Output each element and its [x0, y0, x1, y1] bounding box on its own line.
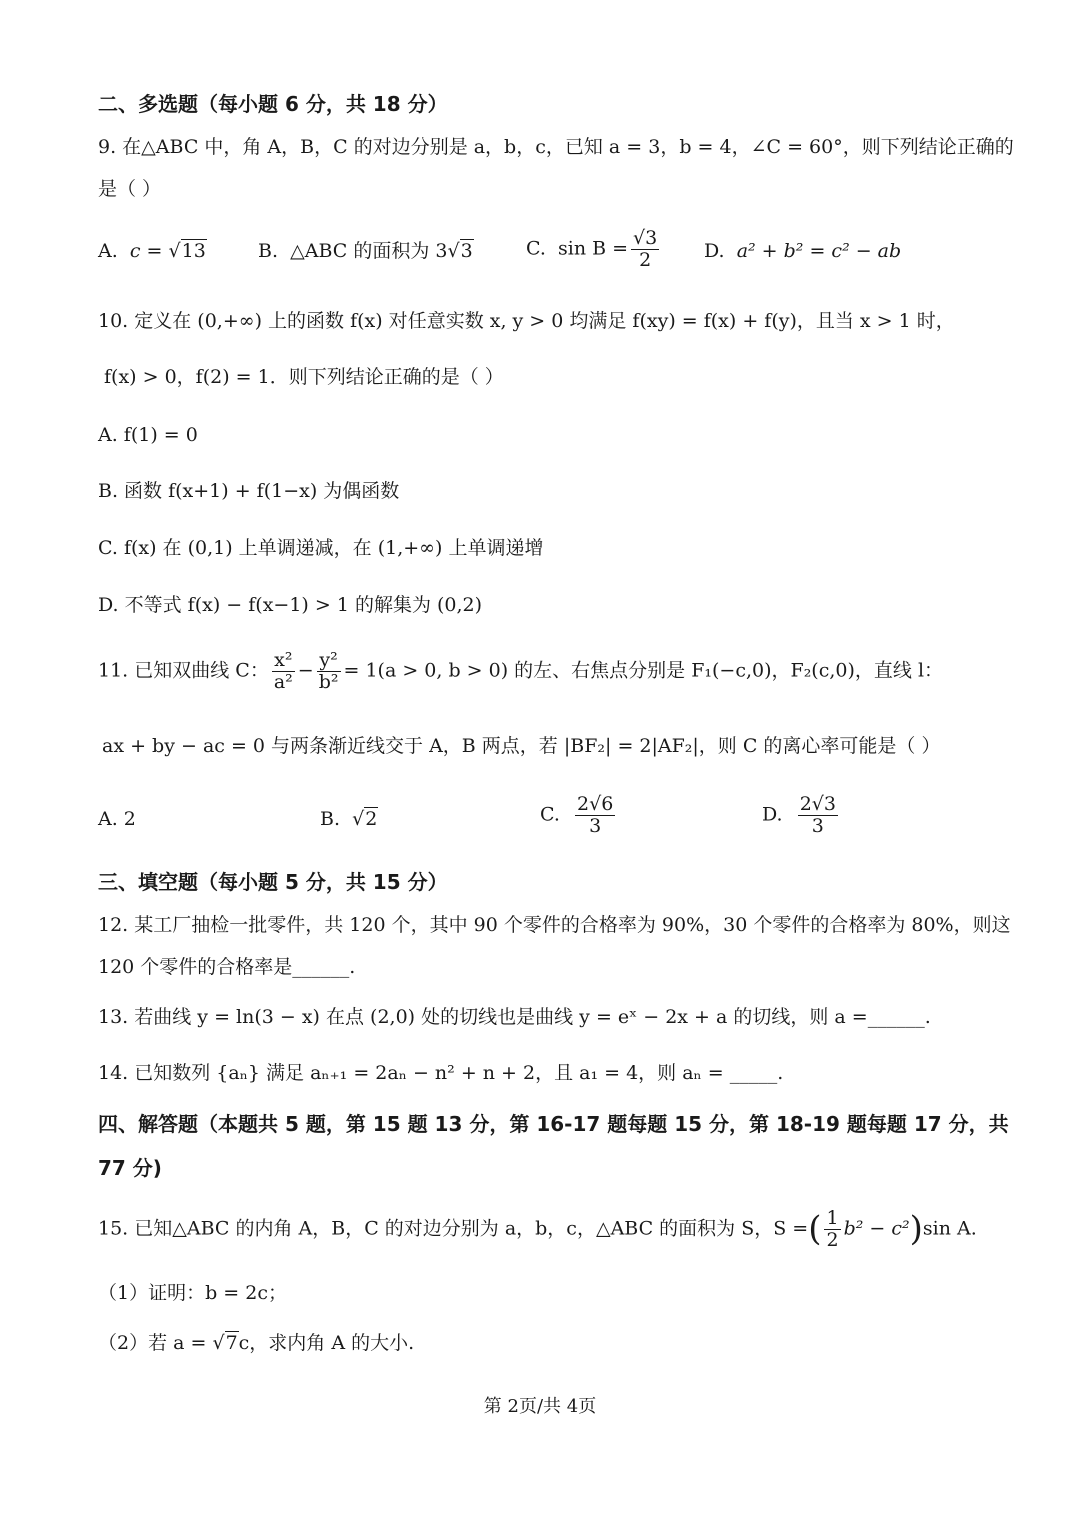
q14-stem: 14. 已知数列 {aₙ} 满足 aₙ₊₁ = 2aₙ − n² + n + 2，且 a₁ = 4，则 aₙ = _____. — [98, 1062, 784, 1084]
q11-stem-line1: 11. 已知双曲线 C： $\frac{\text{x²}}{\text{a²}}$ − $\frac{\text{y²}}{\text{b²}}$ = 1(a > 0, b > 0) 的左、右焦点分别是 F₁(−c,0)，F₂(c,0)，直线 l： — [98, 649, 944, 693]
q10-option-b: B. 函数 f(x+1) + f(1−x) 为偶函数 — [98, 480, 400, 502]
q11-x-fraction: $\frac{\text{x²}}{\text{a²}}$ — [273, 649, 293, 693]
q11-option-a: A. 2 — [98, 808, 136, 830]
q9-stem-line2: 是（ ） — [98, 178, 162, 200]
q11-c-fraction: $\frac{2√6}{3}$ — [577, 793, 614, 837]
q11-option-c: C. $\frac{2√6}{3}$ — [540, 793, 614, 837]
section-answer-heading-line2: 77 分) — [98, 1156, 162, 1180]
q9-c-fraction: $\frac{√3}{2}$ — [633, 227, 658, 271]
q11-stem-line2: ax + by − ac = 0 与两条渐近线交于 A，B 两点，若 |BF₂| = 2|AF₂|，则 C 的离心率可能是（ ） — [102, 735, 941, 757]
q9-option-d: D. a² + b² = c² − ab — [704, 240, 902, 262]
q9-option-c: C. sin B = $\frac{√3}{2}$ — [526, 227, 658, 271]
q10-option-d: D. 不等式 f(x) − f(x−1) > 1 的解集为 (0,2) — [98, 594, 483, 616]
q10-stem-line1: 10. 定义在 (0,+∞) 上的函数 f(x) 对任意实数 x, y > 0 均满足 f(xy) = f(x) + f(y)，且当 x > 1 时， — [98, 310, 955, 332]
q15-stem: 15. 已知△ABC 的内角 A，B，C 的对边分别为 a，b，c，△ABC 的面积为 S，S =( $\frac{1}{2}$ b² − c²)sin A. — [98, 1207, 977, 1251]
q10-stem-line2: f(x) > 0，f(2) = 1．则下列结论正确的是（ ） — [104, 366, 504, 388]
q11-d-fraction: $\frac{2√3}{3}$ — [799, 793, 836, 837]
page-footer: 第 2页/共 4页 — [483, 1396, 597, 1417]
q9-stem-line1: 9. 在△ABC 中，角 A，B，C 的对边分别是 a，b，c，已知 a = 3，b = 4，∠C = 60°，则下列结论正确的 — [98, 136, 1014, 158]
q15-half-fraction: $\frac{1}{2}$ — [826, 1207, 839, 1251]
q10-option-a: A. f(1) = 0 — [98, 424, 198, 446]
q13-stem: 13. 若曲线 y = ln(3 − x) 在点 (2,0) 处的切线也是曲线 y = eˣ − 2x + a 的切线，则 a =______. — [98, 1006, 931, 1028]
q12-stem-line2: 120 个零件的合格率是______. — [98, 956, 356, 978]
q9-option-b: B. △ABC 的面积为 3√3 — [258, 240, 473, 262]
q9-option-a: A. c = √13 — [98, 240, 206, 262]
q10-option-c: C. f(x) 在 (0,1) 上单调递减，在 (1,+∞) 上单调递增 — [98, 537, 544, 559]
q11-option-d: D. $\frac{2√3}{3}$ — [762, 793, 836, 837]
q12-stem-line1: 12. 某工厂抽检一批零件，共 120 个，其中 90 个零件的合格率为 90%，30 个零件的合格率为 80%，则这 — [98, 914, 1011, 936]
q11-y-fraction: $\frac{\text{y²}}{\text{b²}}$ — [318, 649, 339, 693]
section-fill-blank-heading: 三、填空题（每小题 5 分，共 15 分） — [98, 870, 448, 894]
q11-option-b: B. √2 — [320, 808, 378, 830]
section-multi-choice-heading: 二、多选题（每小题 6 分，共 18 分） — [98, 92, 448, 116]
section-answer-heading-line1: 四、解答题（本题共 5 题，第 15 题 13 分，第 16-17 题每题 15 分，第 18-19 题每题 17 分，共 — [98, 1112, 1009, 1136]
q15-part1: （1）证明：b = 2c； — [98, 1282, 287, 1304]
q15-part2: （2）若 a = √7c，求内角 A 的大小. — [98, 1332, 415, 1354]
